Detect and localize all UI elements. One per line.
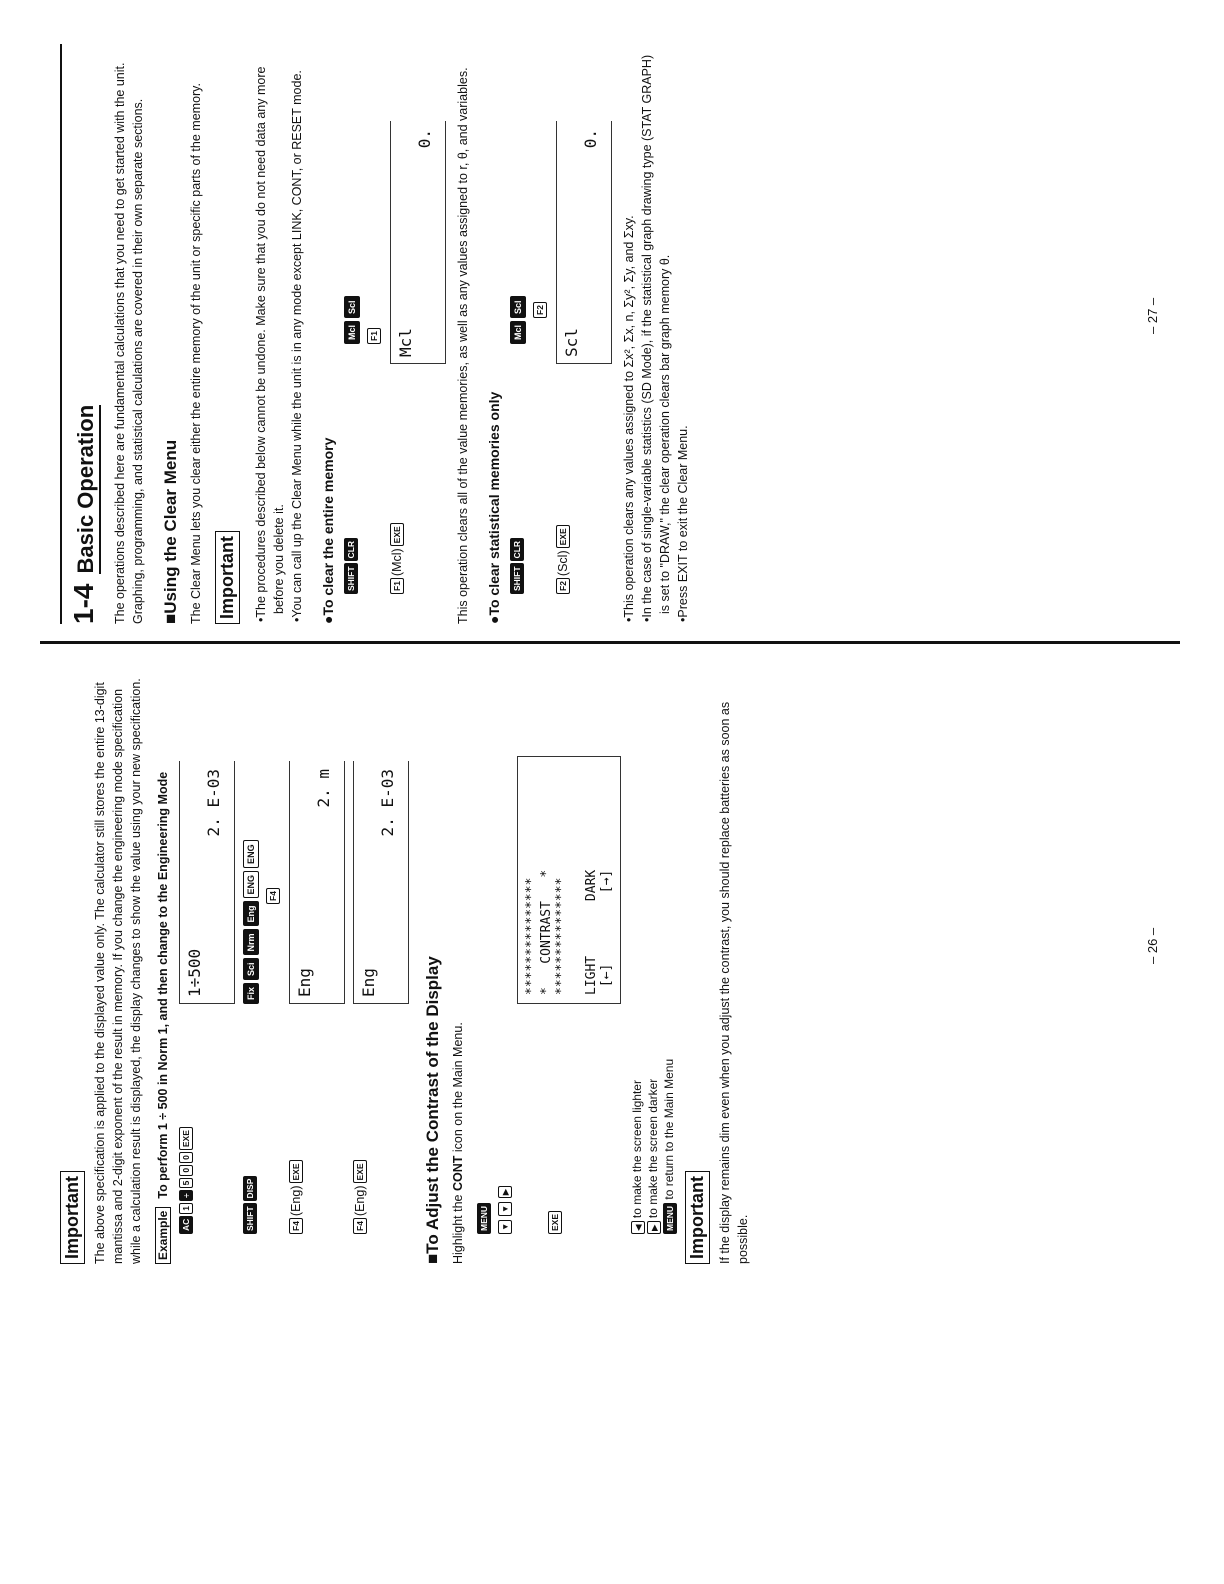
softkey-mcl: Mcl — [510, 321, 526, 344]
example-tag: Example — [155, 1207, 171, 1264]
key-f2: F2 — [533, 302, 547, 318]
key-f1: F1 — [367, 328, 381, 344]
clear-stat-step-1 — [510, 44, 548, 624]
example-row — [155, 664, 171, 1264]
clear-entire-step-2 — [390, 44, 446, 624]
key-menu: MENU — [663, 1203, 677, 1234]
softkey-row — [344, 296, 360, 344]
softkey-nrm: Nrm — [243, 929, 259, 955]
page-27 — [60, 44, 1160, 624]
step-2 — [243, 664, 281, 1264]
clear-entire-keys — [344, 364, 358, 624]
contrast-intro-post: icon on the Main Menu. — [451, 1022, 465, 1156]
lcd-result: 0. — [415, 129, 434, 149]
clear-stat-heading: ●To clear statistical memories only — [486, 391, 502, 624]
lcd-command: Mcl — [396, 328, 415, 357]
battery-note: If the display remains dim even when you adjust the contrast, you should replace batteries as soon as possible. — [718, 701, 750, 1264]
key-f4: F4 — [353, 1218, 367, 1234]
lcd-result: 2. E-03 — [204, 769, 223, 837]
important-label: Important — [215, 531, 240, 624]
bullet-text: You can call up the Clear Menu while the unit is in any mode except LINK, CONT, or RESET mode. — [290, 70, 304, 618]
example-text: To perform 1 ÷ 500 in Norm 1, and then change to the Engineering Mode — [156, 771, 170, 1199]
lcd-screen — [353, 761, 409, 1004]
clear-entire-heading-text: To clear the entire memory — [320, 437, 336, 616]
step-4-label: (Eng) — [353, 1185, 367, 1217]
contrast-heading-text: To Adjust the Contrast of the Display — [423, 956, 442, 1254]
clear-entire-step-1 — [344, 44, 382, 624]
key-f2: F2 — [556, 578, 570, 594]
bullet-text: The procedures described below cannot be undone. Make sure that you do not need data any more before you delete it. — [254, 66, 286, 618]
clear-menu-text: The Clear Menu lets you clear either the entire memory of the unit or specific parts of the memory. — [189, 83, 203, 624]
key-right: ▶ — [647, 1221, 661, 1234]
key-exe: EXE — [289, 1160, 303, 1183]
key-clr: CLR — [510, 538, 524, 561]
note-text: This operation clears any values assigned to Σx², Σx, n, Σy², Σy, and Σxy. — [622, 215, 636, 618]
key-exe: EXE — [556, 525, 570, 548]
softkey-mcl: Mcl — [344, 321, 360, 344]
softkey-eng-down: ENG — [243, 840, 259, 868]
lcd-result: 0. — [581, 129, 600, 149]
important-bullets — [252, 44, 306, 624]
key-disp: DISP — [243, 1176, 257, 1202]
key-1: 1 — [179, 1203, 193, 1214]
contrast-intro — [449, 664, 467, 1264]
clear-entire-step-2-keys — [390, 364, 404, 624]
clear-menu-heading: ■Using the Clear Menu — [161, 439, 180, 624]
important-label: Important — [60, 1171, 85, 1264]
step-1 — [179, 664, 235, 1264]
legend-item — [661, 664, 677, 1234]
section-intro: The operations described here are fundamental calculations that you need to get started with the unit. Graphing, programming, and statistical calculations are covered in their own separate sections. — [113, 62, 145, 624]
lcd-mode: Eng — [295, 968, 314, 997]
softkey-eng-up: ENG — [243, 871, 259, 899]
key-f1: F1 — [390, 578, 404, 594]
lcd-screen — [289, 761, 345, 1004]
key-shift: SHIFT — [344, 563, 358, 594]
note-item: •Press EXIT to exit the Clear Menu. — [676, 425, 690, 622]
note-text: In the case of single-variable statistics (SD Mode), if the statistical graph drawing type (STAT GRAPH) is set to "DRAW," the clear operation clears bar graph memory θ. — [640, 54, 672, 618]
lcd-screen — [390, 121, 446, 364]
contrast-screen: *************** * CONTRAST * *************** LIGHT DARK [←] [→] — [517, 756, 621, 1004]
clear-entire-heading: ●To clear the entire memory — [320, 437, 336, 624]
cursor-keys — [497, 1186, 512, 1234]
bullet-item: •You can call up the Clear Menu while the unit is in any mode except LINK, CONT, or RESET mode. — [290, 70, 304, 622]
lcd-input: 1÷500 — [185, 948, 204, 997]
contrast-heading: ■To Adjust the Contrast of the Display — [423, 956, 442, 1264]
key-ac: AC — [179, 1216, 193, 1234]
step-2-keys — [243, 1004, 257, 1264]
legend-text: to make the screen lighter — [630, 1080, 644, 1219]
key-right: ▶ — [498, 1186, 512, 1199]
key-5: 5 — [179, 1178, 193, 1189]
key-left: ◀ — [631, 1221, 645, 1234]
page-26 — [60, 664, 1160, 1264]
contrast-intro-pre: Highlight the — [451, 1191, 465, 1264]
clear-stat-keys — [510, 364, 524, 624]
step-label: (Scl) — [556, 550, 570, 577]
step-3-label: (Eng) — [289, 1185, 303, 1217]
clear-menu-softkeys — [510, 296, 548, 364]
clear-menu-softkeys — [344, 296, 382, 364]
section-title — [60, 44, 101, 624]
contrast-steps — [477, 664, 621, 1264]
note-text: Press EXIT to exit the Clear Menu. — [676, 425, 690, 618]
softkey-scl: Scl — [344, 296, 360, 318]
contrast-intro-bold: CONT — [451, 1155, 465, 1192]
clear-stat-heading-text: To clear statistical memories only — [486, 391, 502, 616]
softkey-fix: Fix — [243, 983, 259, 1004]
clear-stat-step-2 — [556, 44, 612, 624]
legend-item — [629, 664, 645, 1234]
key-exe: EXE — [353, 1160, 367, 1183]
clear-entire-description: This operation clears all of the value memories, as well as any values assigned to r, θ, and variables. — [456, 67, 470, 624]
step-1-keys — [179, 1004, 193, 1264]
lcd-result: 2. E-03 — [378, 769, 397, 837]
softkey-row — [510, 296, 526, 344]
key-down: ▼ — [498, 1202, 512, 1216]
contrast-keys — [477, 1004, 562, 1264]
key-clr: CLR — [344, 538, 358, 561]
key-exe: EXE — [179, 1127, 193, 1150]
page-number: – 26 – — [1145, 927, 1160, 964]
step-4-keys — [353, 1004, 367, 1264]
legend-text: to return to the Main Menu — [662, 1058, 676, 1200]
key-0: 0 — [179, 1152, 193, 1163]
softkey-strip — [243, 840, 281, 1004]
key-shift: SHIFT — [243, 1203, 257, 1234]
key-f4: F4 — [266, 888, 280, 904]
key-exe: EXE — [548, 1211, 562, 1234]
section-number: 1-4 — [68, 583, 99, 624]
important-label-2: Important — [685, 1171, 710, 1264]
step-3-keys — [289, 1004, 303, 1264]
step-label: (Mcl) — [390, 548, 404, 577]
key-exe: EXE — [390, 523, 404, 546]
lcd-command: Scl — [562, 328, 581, 357]
note-item: •In the case of single-variable statistics (SD Mode), if the statistical graph drawing type (STAT GRAPH) is set to "DRAW," the clear operation clears bar graph memory θ. — [640, 54, 672, 622]
clear-menu-heading-text: Using the Clear Menu — [161, 439, 180, 614]
page-number: – 27 – — [1145, 297, 1160, 334]
note-item: •This operation clears any values assigned to Σx², Σx, n, Σy², Σy, and Σxy. — [622, 215, 636, 622]
key-divide: ÷ — [179, 1190, 193, 1201]
softkey-sci: Sci — [243, 958, 259, 980]
key-shift: SHIFT — [510, 563, 524, 594]
step-4 — [353, 664, 409, 1264]
contrast-legend — [629, 664, 677, 1264]
lcd-mode: Eng — [359, 968, 378, 997]
key-f4: F4 — [289, 1218, 303, 1234]
page-divider — [40, 641, 1180, 644]
key-0: 0 — [179, 1165, 193, 1176]
softkey-scl: Scl — [510, 296, 526, 318]
notes — [620, 44, 692, 624]
display-format-softkeys — [243, 840, 259, 1004]
legend-item — [645, 664, 661, 1234]
lcd-screen — [556, 121, 612, 364]
clear-stat-step-2-keys — [556, 364, 570, 624]
softkey-eng: Eng — [243, 901, 259, 926]
section-title-text: Basic Operation — [73, 405, 101, 574]
legend-text: to make the screen darker — [646, 1078, 660, 1219]
bullet-item: •The procedures described below cannot be undone. Make sure that you do not need data any more before you delete it. — [254, 66, 286, 622]
lcd-screen — [179, 761, 235, 1004]
intro-paragraph: The above specification is applied to the displayed value only. The calculator still stores the entire 13-digit mantissa and 2-digit exponent of the result in memory. If you change the engineering mode specification while a calculation result is displayed, the display changes to show the value using your new specification. — [93, 678, 143, 1264]
step-3 — [289, 664, 345, 1264]
key-menu: MENU — [477, 1203, 491, 1234]
lcd-result: 2. m — [314, 769, 333, 808]
key-down: ▼ — [498, 1220, 512, 1234]
